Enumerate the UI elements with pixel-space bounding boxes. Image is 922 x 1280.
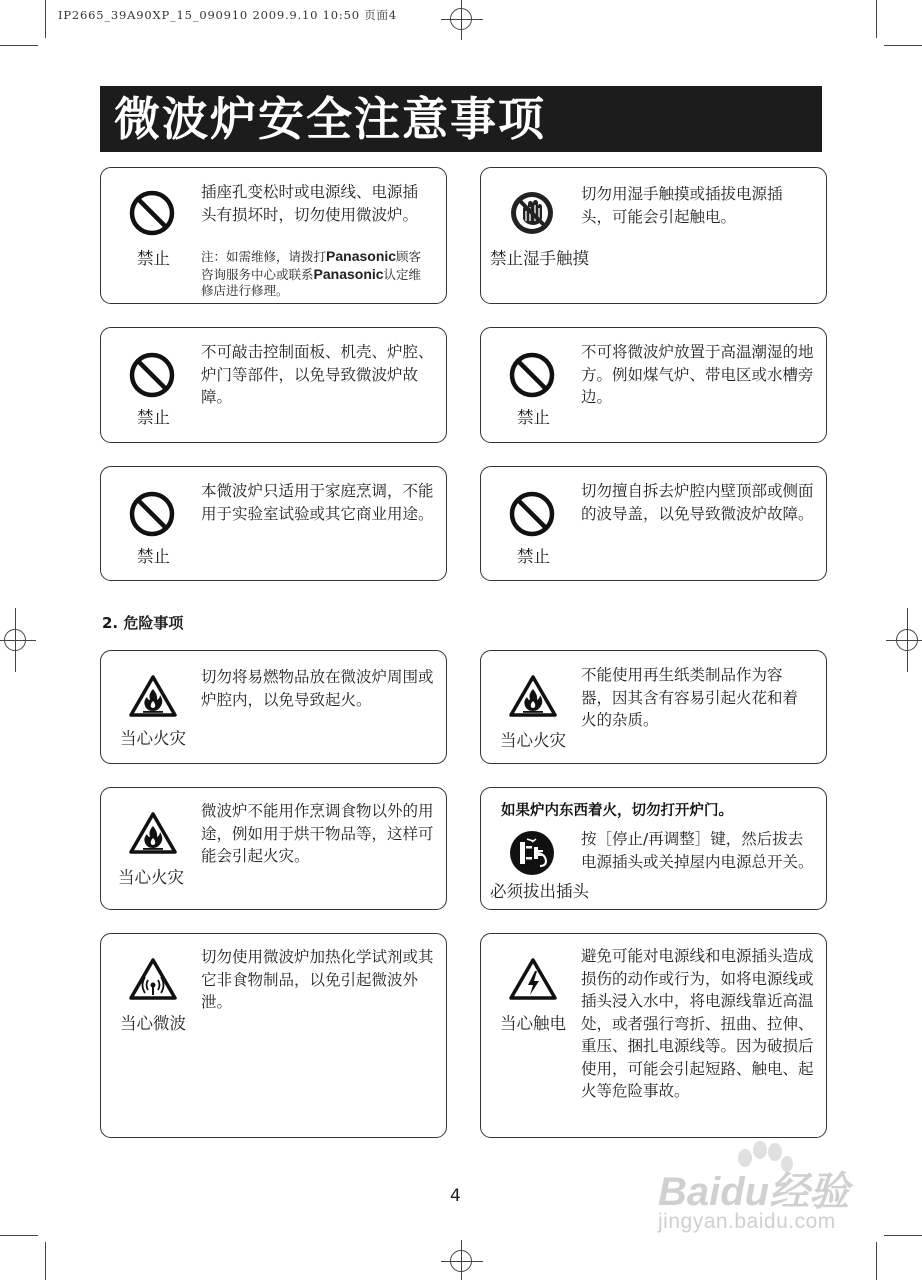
prohibited-circle-icon	[508, 351, 556, 403]
prohibited-circle-icon	[128, 189, 176, 241]
warning-text: 切勿将易燃物品放在微波炉周围或炉腔内，以免导致起火。	[201, 668, 434, 709]
registration-crosshair	[0, 640, 36, 641]
title-bar	[100, 86, 822, 152]
prohibited-circle-icon	[508, 490, 556, 542]
warning-text: 切勿擅自拆去炉腔内壁顶部或侧面的波导盖，以免导致微波炉故障。	[581, 482, 814, 523]
electric-shock-warning-icon	[509, 958, 557, 1004]
registration-crosshair	[441, 19, 483, 20]
watermark-logo: Baidu经验	[658, 1170, 850, 1214]
trim-mark	[0, 1235, 38, 1236]
danger-box-microwave-leak	[100, 933, 447, 1138]
danger-box-non-cooking-use	[100, 787, 447, 910]
no-wet-hand-icon	[508, 189, 556, 241]
page-title: 微波炉安全注意事项	[114, 92, 546, 146]
icon-label: 当心微波	[120, 1014, 186, 1033]
prohibition-box-no-striking	[100, 327, 447, 443]
trim-mark	[0, 45, 38, 46]
note-text: 顾客咨询服务中心或联系	[201, 249, 422, 282]
warning-text: 插座孔变松时或电源线、电源插头有损坏时，切勿使用微波炉。	[201, 183, 419, 224]
trim-mark	[45, 1242, 46, 1280]
icon-label: 禁止	[137, 408, 170, 427]
warning-text: 本微波炉只适用于家庭烹调，不能用于实验室试验或其它商业用途。	[201, 482, 434, 523]
danger-box-power-cord	[480, 933, 827, 1138]
registration-crosshair	[886, 640, 922, 641]
icon-label: 禁止	[137, 547, 170, 566]
trim-mark	[884, 45, 922, 46]
watermark	[640, 1140, 890, 1250]
brand-name: Panasonic	[313, 265, 384, 282]
danger-box-fire-inside	[480, 787, 827, 910]
warning-text: 切勿使用微波炉加热化学试剂或其它非食物制品，以免引起微波外泄。	[201, 948, 434, 1011]
icon-label: 禁止湿手触摸	[490, 249, 589, 268]
prohibition-box-waveguide-cover	[480, 466, 827, 581]
prohibition-box-loose-socket	[100, 167, 447, 304]
service-note	[201, 248, 433, 300]
icon-label: 当心触电	[500, 1014, 566, 1033]
warning-text: 不能使用再生纸类制品作为容器，因其含有容易引起火花和着火的杂质。	[581, 666, 799, 729]
icon-label: 当心火灾	[500, 731, 566, 750]
trim-mark	[45, 0, 46, 38]
page-number: 4	[450, 1186, 461, 1206]
prohibited-circle-icon	[128, 351, 176, 403]
print-header: IP2665_39A90XP_15_090910 2009.9.10 10:50 页面4	[58, 8, 397, 22]
section-heading: 2. 危险事项	[102, 614, 184, 632]
icon-label: 禁止	[137, 249, 170, 268]
fire-inside-heading: 如果炉内东西着火，切勿打开炉门。	[501, 803, 733, 819]
registration-crosshair	[461, 0, 462, 40]
warning-text: 不可敲击控制面板、机壳、炉腔、炉门等部件，以免导致微波炉故障。	[201, 343, 434, 406]
danger-box-recycled-paper	[480, 650, 827, 764]
unplug-mandatory-icon	[509, 830, 555, 880]
brand-name: Panasonic	[326, 248, 397, 264]
prohibition-box-wet-hands	[480, 167, 827, 304]
prohibited-circle-icon	[128, 490, 176, 542]
icon-label: 当心火灾	[118, 868, 184, 887]
registration-crosshair	[441, 1261, 483, 1262]
prohibition-box-no-humid-place	[480, 327, 827, 443]
warning-text: 微波炉不能用作烹调食物以外的用途，例如用于烘干物品等，这样可能会引起火灾。	[201, 802, 434, 865]
microwave-radiation-warning-icon	[129, 958, 177, 1004]
registration-crosshair	[461, 1240, 462, 1280]
watermark-url: jingyan.baidu.com	[658, 1210, 836, 1233]
warning-text: 按［停止/再调整］键，然后拔去电源插头或关掉屋内电源总开关。	[581, 830, 814, 871]
note-text: 注：如需维修，请拨打	[201, 249, 327, 264]
warning-text: 切勿用湿手触摸或插拔电源插头，可能会引起触电。	[581, 185, 783, 226]
trim-mark	[876, 0, 877, 38]
icon-label: 禁止	[517, 547, 550, 566]
warning-text: 避免可能对电源线和电源插头造成损伤的动作或行为，如将电源线或插头浸入水中，将电源线靠近高温处，或者强行弯折、扭曲、拉伸、重压、捆扎电源线等。因为破损后使用，可能会引起短路、触电、起火等危险事故。	[581, 947, 814, 1100]
danger-box-flammables	[100, 650, 447, 764]
icon-label: 必须拔出插头	[490, 882, 589, 901]
warning-text: 不可将微波炉放置于高温潮湿的地方。例如煤气炉、带电区或水槽旁边。	[581, 343, 814, 406]
icon-label: 当心火灾	[120, 729, 186, 748]
prohibition-box-household-only	[100, 466, 447, 581]
fire-warning-icon	[129, 675, 177, 721]
fire-warning-icon	[509, 675, 557, 721]
fire-warning-icon	[129, 812, 177, 858]
icon-label: 禁止	[517, 408, 550, 427]
note-text: 认定维修店进行修理。	[201, 266, 422, 298]
